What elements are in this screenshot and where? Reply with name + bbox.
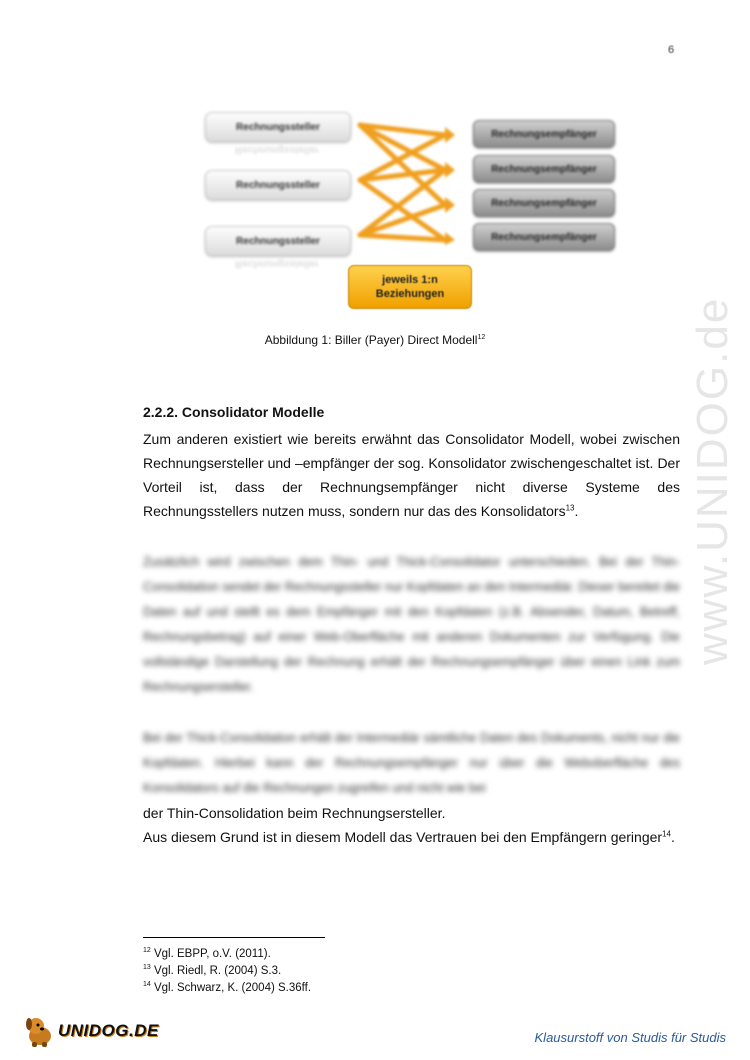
paragraph-consolidator-text: Zum anderen existiert wie bereits erwähnt das Consolidator Modell, wobei zwischen Rechnungsersteller und –empfänger der sog. Konsolidator zwischengeschaltet ist. Der Vorteil ist, dass der Rechnungsempfänger nicht diverse Systeme des Rechnungsstellers nutzen muss, sondern nur das des Konsolidators xyxy=(143,431,680,519)
footnote-ref-14: 14 xyxy=(662,829,671,839)
unidog-logo xyxy=(22,1014,159,1048)
footnote-text: Vgl. EBPP, o.V. (2011). xyxy=(150,947,271,960)
blurred-paragraph-thin: Zusätzlich wird zwischen dem Thin- und Thick-Consolidator unterschieden. Bei der Thin-Consolidation sendet der Rechnungssteller nur Kopfdaten an den Intermediär. Dieser bereitet die Daten auf und stellt es dem Empfänger mit den Kopfdaten (z.B. Absender, Datum, Betreff, Rechnungsbetrag) auf einer Web-Oberfläche mit anderen Dokumenten zur Verfügung. Die vollständige Darstellung der Rechnung erhält der Rechnungsempfänger über einen Link zum Rechnungsersteller. xyxy=(143,555,680,694)
diagram-payer-box-1: Rechnungsempfänger xyxy=(473,120,615,148)
dog-icon xyxy=(22,1014,56,1048)
diagram-biller-reflection-3: Rechnungssteller xyxy=(235,258,319,269)
paragraph-thin-end: der Thin-Consolidation beim Rechnungsersteller. xyxy=(143,805,446,821)
paragraph-end-mark: . xyxy=(670,829,675,845)
relation-line-2: Beziehungen xyxy=(375,288,445,300)
figure-caption xyxy=(0,333,750,347)
blurred-paragraph-thick: Bei der Thick-Consolidation erhält der Intermediär sämtliche Daten des Dokuments, nicht nur die Kopfdaten. Hierbei kann der Rechnungsempfänger nur über die Weboberfläche des Konsolidators auf die Rechnungen zugreifen und nicht wie bei xyxy=(143,731,680,795)
diagram-biller-box-3: Rechnungssteller xyxy=(205,226,351,256)
figure-caption-text: Abbildung 1: Biller (Payer) Direct Modell xyxy=(264,333,478,347)
paragraph-end-mark: . xyxy=(574,503,579,519)
watermark: www.UNIDOG.de xyxy=(688,296,737,665)
diagram-arrows xyxy=(355,115,455,245)
footnote-number: 13 xyxy=(143,963,151,971)
diagram-biller-reflection-1: Rechnungssteller xyxy=(235,144,319,155)
section-heading: 2.2.2. Consolidator Modelle xyxy=(143,404,325,420)
footnotes xyxy=(143,944,311,994)
logo-text: UNIDOG.DE xyxy=(58,1021,159,1040)
footnote-12 xyxy=(143,944,311,961)
footnote-number: 12 xyxy=(143,947,151,954)
footnote-separator xyxy=(143,937,325,938)
diagram-payer-box-4: Rechnungsempfänger xyxy=(473,223,615,251)
footnote-14 xyxy=(143,978,311,995)
footnote-number: 14 xyxy=(143,980,151,988)
diagram-payer-box-3: Rechnungsempfänger xyxy=(473,189,615,217)
biller-direct-diagram xyxy=(195,100,625,340)
diagram-payer-box-2: Rechnungsempfänger xyxy=(473,155,615,183)
footnote-ref-13: 13 xyxy=(565,503,575,513)
footnote-text: Vgl. Schwarz, K. (2004) S.36ff. xyxy=(150,981,312,994)
figure-caption-ref: 12 xyxy=(477,334,486,341)
relation-line-1: jeweils 1:n xyxy=(382,274,438,286)
paragraph-trust-text: Aus diesem Grund ist in diesem Modell das Vertrauen bei den Empfängern geringer xyxy=(143,829,663,845)
diagram-biller-box-1: Rechnungssteller xyxy=(205,112,351,142)
paragraph-consolidator xyxy=(143,427,680,523)
paragraph-trust xyxy=(143,825,680,849)
diagram-biller-box-2: Rechnungssteller xyxy=(205,170,351,200)
footer-slogan: Klausurstoff von Studis für Studis xyxy=(534,1030,726,1045)
footnote-13 xyxy=(143,961,311,978)
footnote-text: Vgl. Riedl, R. (2004) S.3. xyxy=(150,964,282,977)
page-number: 6 xyxy=(668,44,675,56)
diagram-relation-box xyxy=(348,265,472,309)
